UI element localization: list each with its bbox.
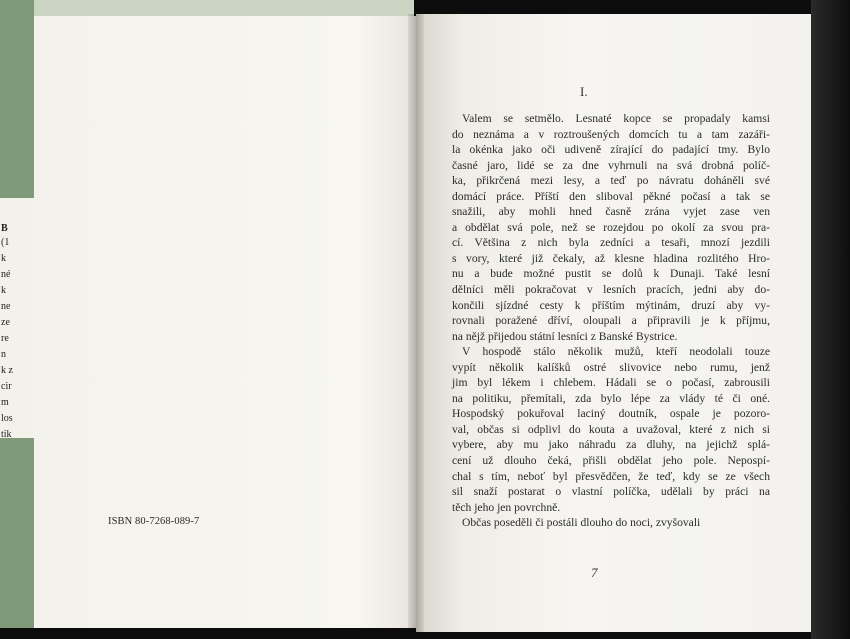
text-line: a obdělat svá pole, než se rozejdou po okolí za svou pra- xyxy=(452,220,770,234)
text-line: domácí práce. Příští den sliboval pěkné počasí a tak se xyxy=(452,189,770,203)
text-line: dělníci měli pokračovat v lesních pracích, jedni aby do- xyxy=(452,283,770,297)
cover-fragment: né xyxy=(1,269,11,280)
text-line: do neznáma a v roztroušených domcích tu a tam zazáři- xyxy=(452,127,770,141)
text-line: jim byl lékem i chlebem. Hádali se o počasí, zabrousili xyxy=(452,376,770,390)
text-line: na politiku, přemítali, zda bylo lépe za vlády té či oné. xyxy=(452,391,770,405)
text-line: rovnali poražené dříví, oloupali a připravili je k příjmu, xyxy=(452,314,770,328)
isbn-text: ISBN 80-7268-089-7 xyxy=(108,516,200,527)
text-line: končili sjízdné cesty k příštím mýtinám, druzí aby vy- xyxy=(452,298,770,312)
text-line: Občas poseděli či postáli dlouho do noci, zvyšovali xyxy=(462,516,701,530)
text-line: ka, přikrčená mezi lesy, a teď po návratu doháněli své xyxy=(452,174,770,188)
text-line: na nějž přijedou státní lesníci z Banské Bystrice. xyxy=(452,329,678,343)
chapter-number: I. xyxy=(580,84,588,99)
text-line: la okénka jako oči udiveně zírající do padající tmy. Bylo xyxy=(452,143,770,157)
cover-fragment: re xyxy=(1,333,9,344)
text-line: cí. Většina z nich byla zedníci a tesaři, mnozí jezdili xyxy=(452,236,770,250)
page-number: 7 xyxy=(591,565,598,580)
book-cover-top-edge xyxy=(34,0,414,16)
text-line: časné jaro, lidé se za dne vyhrnuli na svá drobná políč- xyxy=(452,158,770,172)
text-line: Valem se setmělo. Lesnaté kopce se propadaly kamsi xyxy=(462,112,770,125)
text-line: Hospodský pokuřoval laciný doutník, ospale je pozoro- xyxy=(452,407,770,421)
text-line: nu a bude možné pustit se dolů k Dunaji. Také lesní xyxy=(452,267,770,281)
text-line: chal s tím, neboť byl přesvědčen, že teď, kdy se ze všech xyxy=(452,469,770,483)
cover-fragment: B xyxy=(1,223,8,234)
cover-fragment: k xyxy=(1,285,6,296)
text-line: vypít několik kalíšků ostré slivovice nebo rumu, jenž xyxy=(452,360,770,374)
cover-fragment: ne xyxy=(1,301,11,312)
book-gutter xyxy=(408,14,424,632)
text-line: val, občas si odplivl do kouta a uvažoval, které z nich si xyxy=(452,422,770,436)
cover-fragment: k xyxy=(1,253,6,264)
body-text xyxy=(452,111,770,531)
cover-fragment: m xyxy=(1,397,9,408)
cover-fragment: cir xyxy=(1,381,12,392)
text-line: sil snaží postarat o vlastní políčka, udělali by práci na xyxy=(452,485,770,499)
text-line: těch jeho jen povrchně. xyxy=(452,500,561,514)
cover-flap-strip xyxy=(0,198,34,438)
cover-fragment: tik xyxy=(1,429,12,440)
text-line: vybere, aby mu jako náhradu za dluhy, na jejichž splá- xyxy=(452,438,770,452)
text-line: s vory, které již čekaly, až klesne hladina rozlitého Hro- xyxy=(452,251,770,265)
text-line: snažili, aby mohli hned časně zrána vyjet zase ven xyxy=(452,205,770,219)
page-edge-shadow xyxy=(811,0,850,639)
left-page xyxy=(34,16,416,628)
cover-fragment: ze xyxy=(1,317,10,328)
cover-fragment: k z xyxy=(1,365,13,376)
text-line: V hospodě stálo několik mužů, kteří neodolali touze xyxy=(462,345,770,359)
cover-fragment: (1 xyxy=(1,237,10,248)
cover-fragment: los xyxy=(1,413,13,424)
text-line: cení už dlouho čeká, přišli obdělat jeho pole. Nepospí- xyxy=(452,454,770,468)
cover-fragment: n xyxy=(1,349,6,360)
